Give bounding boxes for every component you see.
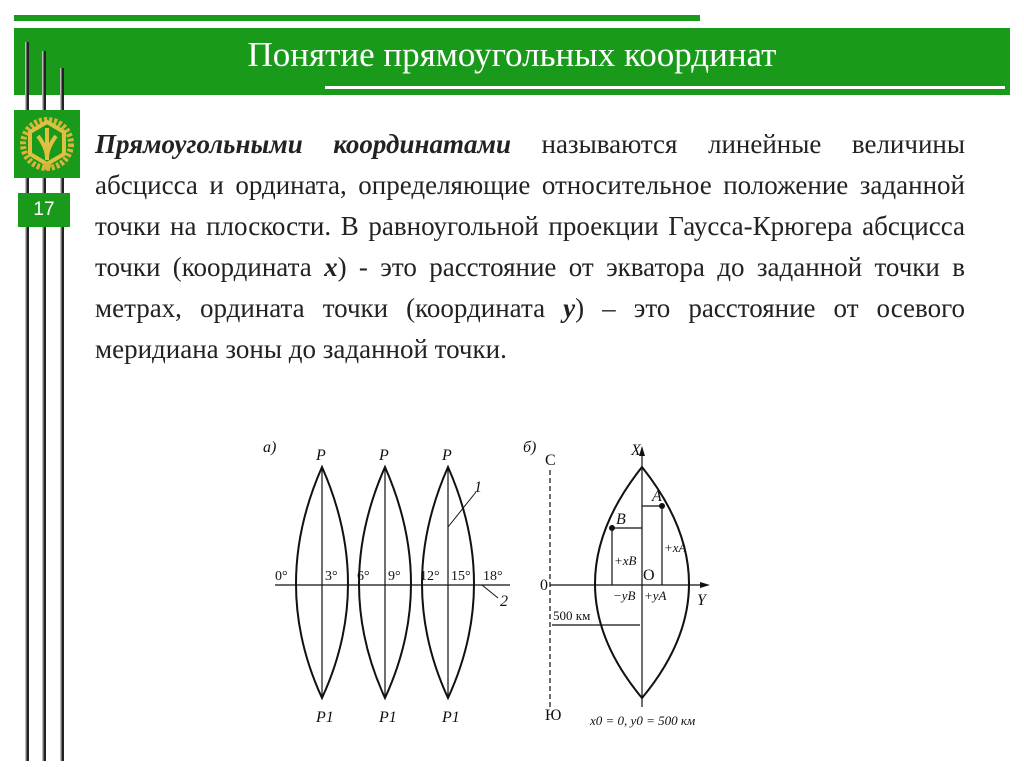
degree-label: 18° bbox=[483, 569, 503, 584]
term: Прямоугольными координатами bbox=[95, 129, 511, 159]
degree-label: 0° bbox=[275, 569, 288, 584]
degree-label: 9° bbox=[388, 569, 401, 584]
callout-label: 1 bbox=[474, 479, 482, 496]
degree-label: 12° bbox=[420, 569, 440, 584]
callout-label: 2 bbox=[500, 593, 508, 610]
plus-xb-label: +xB bbox=[614, 553, 637, 568]
plus-xa-label: +xA bbox=[664, 540, 687, 555]
x-axis-label: X bbox=[631, 442, 641, 459]
zero-label: 0 bbox=[540, 577, 548, 594]
page-number: 17 bbox=[18, 193, 70, 227]
pole-label: P1 bbox=[316, 709, 334, 726]
y-axis-label: Y bbox=[697, 592, 706, 609]
plus-ya-label: +yA bbox=[644, 588, 667, 603]
var-y: y bbox=[563, 293, 576, 323]
south-label: Ю bbox=[545, 707, 562, 724]
callout-line bbox=[482, 585, 498, 598]
degree-label: 6° bbox=[357, 569, 370, 584]
point-a-label: A bbox=[652, 488, 662, 505]
degree-label: 3° bbox=[325, 569, 338, 584]
pole-label: P bbox=[442, 447, 452, 464]
point-b-label: B bbox=[616, 511, 626, 528]
text: называются линейные величины абсцисса и ордината, определяющие относительное положение заданной точки на плоскости. В равноугольной проекции Гаусса-Крюгера абсцисса точки (координата bbox=[95, 129, 965, 282]
text: ) - это расстояние от экватора до заданной точки в метрах, ордината точки (координата bbox=[95, 252, 965, 323]
minus-yb-label: −yB bbox=[613, 588, 636, 603]
var-x: x bbox=[324, 252, 338, 282]
panel-b bbox=[550, 446, 710, 707]
formula-label: x0 = 0, y0 = 500 км bbox=[590, 713, 696, 728]
pole-label: P bbox=[379, 447, 389, 464]
pole-label: P1 bbox=[379, 709, 397, 726]
pole-label: P1 bbox=[442, 709, 460, 726]
degree-label: 15° bbox=[451, 569, 471, 584]
y-arrow-icon bbox=[700, 582, 710, 588]
pole-label: P bbox=[316, 447, 326, 464]
callout-line bbox=[448, 492, 476, 527]
text: ) – это расстояние от осевого меридиана зоны до заданной точки. bbox=[95, 293, 965, 364]
distance-label: 500 км bbox=[553, 608, 591, 623]
panel-a-label: а) bbox=[263, 439, 277, 456]
north-label: С bbox=[545, 452, 556, 469]
point-b bbox=[610, 526, 615, 531]
slide-title: Понятие прямоугольных координат bbox=[247, 35, 777, 74]
panel-b-label: б) bbox=[523, 439, 537, 456]
origin-label: O bbox=[643, 567, 655, 584]
